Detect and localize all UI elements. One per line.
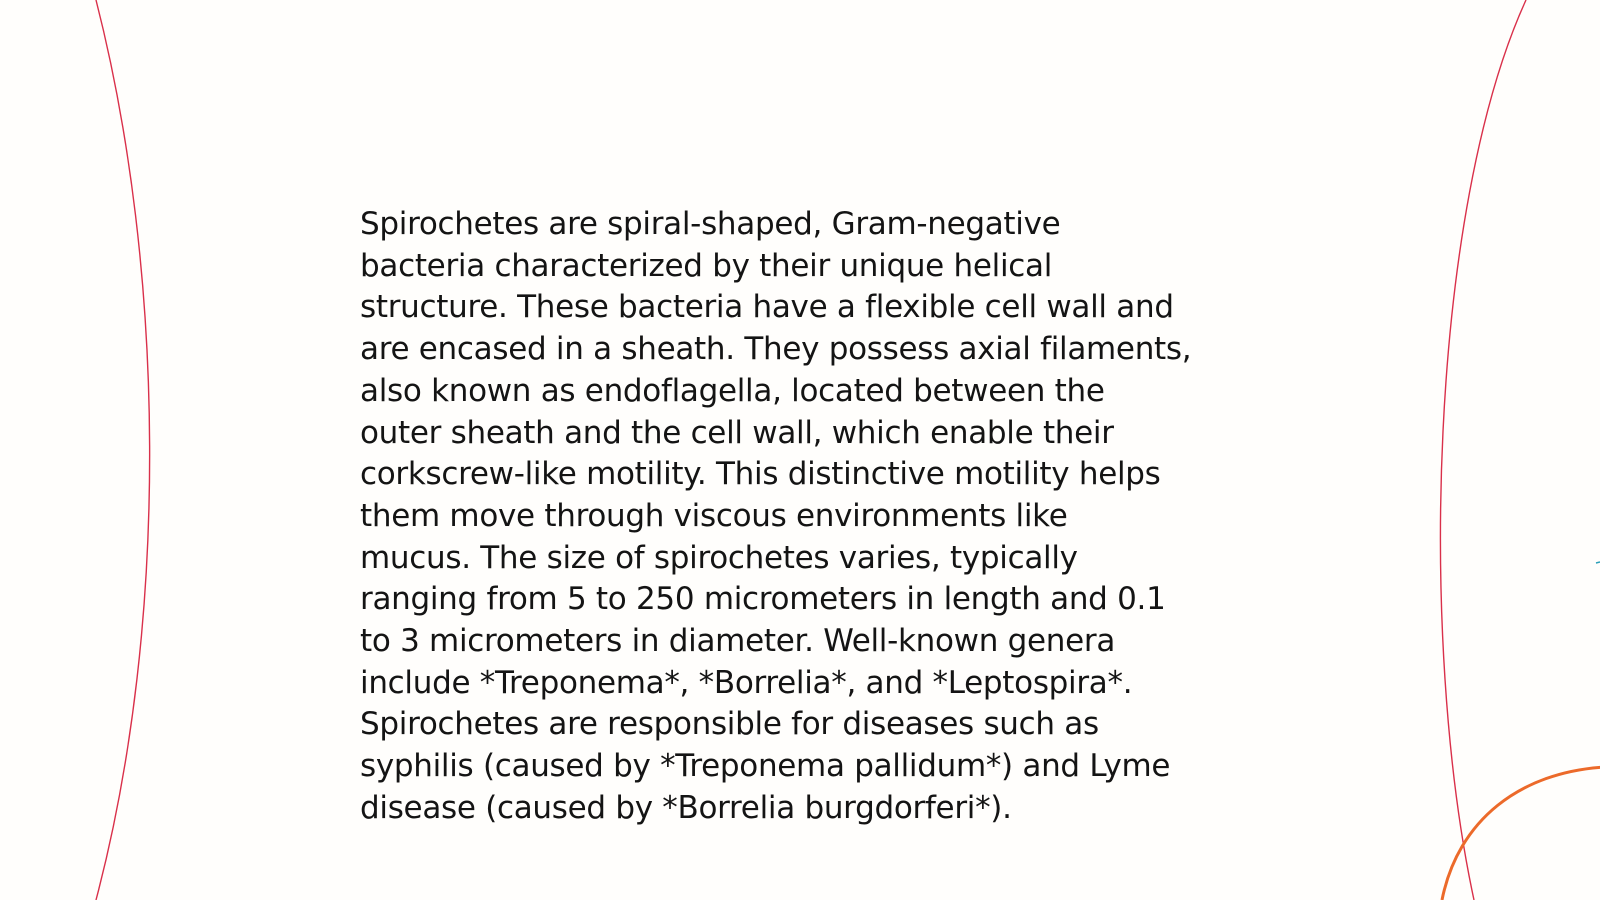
orange-arc	[1442, 767, 1600, 900]
paragraph-line: mucus. The size of spirochetes varies, typically	[360, 539, 1078, 576]
paragraph-line: syphilis (caused by *Treponema pallidum*) and Lyme	[360, 748, 1171, 785]
left-curve-line	[96, 0, 150, 900]
teal-tick	[1596, 562, 1600, 563]
paragraph-line: structure. These bacteria have a flexible cell wall and	[360, 289, 1174, 326]
paragraph-line: ranging from 5 to 250 micrometers in length and 0.1	[360, 581, 1166, 618]
paragraph-line: bacteria characterized by their unique helical	[360, 247, 1053, 284]
paragraph-line: disease (caused by *Borrelia burgdorferi*).	[360, 789, 1012, 826]
paragraph-line: Spirochetes are spiral-shaped, Gram-negative	[360, 206, 1061, 242]
paragraph-line: include *Treponema*, *Borrelia*, and *Leptospira*.	[360, 664, 1133, 701]
paragraph-line: corkscrew-like motility. This distinctive motility helps	[360, 456, 1161, 493]
right-curve-line	[1440, 0, 1526, 900]
paragraph-line: also known as endoflagella, located between the	[360, 372, 1105, 409]
paragraph-line: to 3 micrometers in diameter. Well-known genera	[360, 623, 1116, 660]
paragraph-line: Spirochetes are responsible for diseases such as	[360, 706, 1099, 743]
paragraph-line: outer sheath and the cell wall, which enable their	[360, 414, 1114, 451]
paragraph-line: them move through viscous environments like	[360, 497, 1068, 534]
paragraph-line: are encased in a sheath. They possess axial filaments,	[360, 331, 1192, 368]
body-paragraph	[360, 204, 1240, 830]
